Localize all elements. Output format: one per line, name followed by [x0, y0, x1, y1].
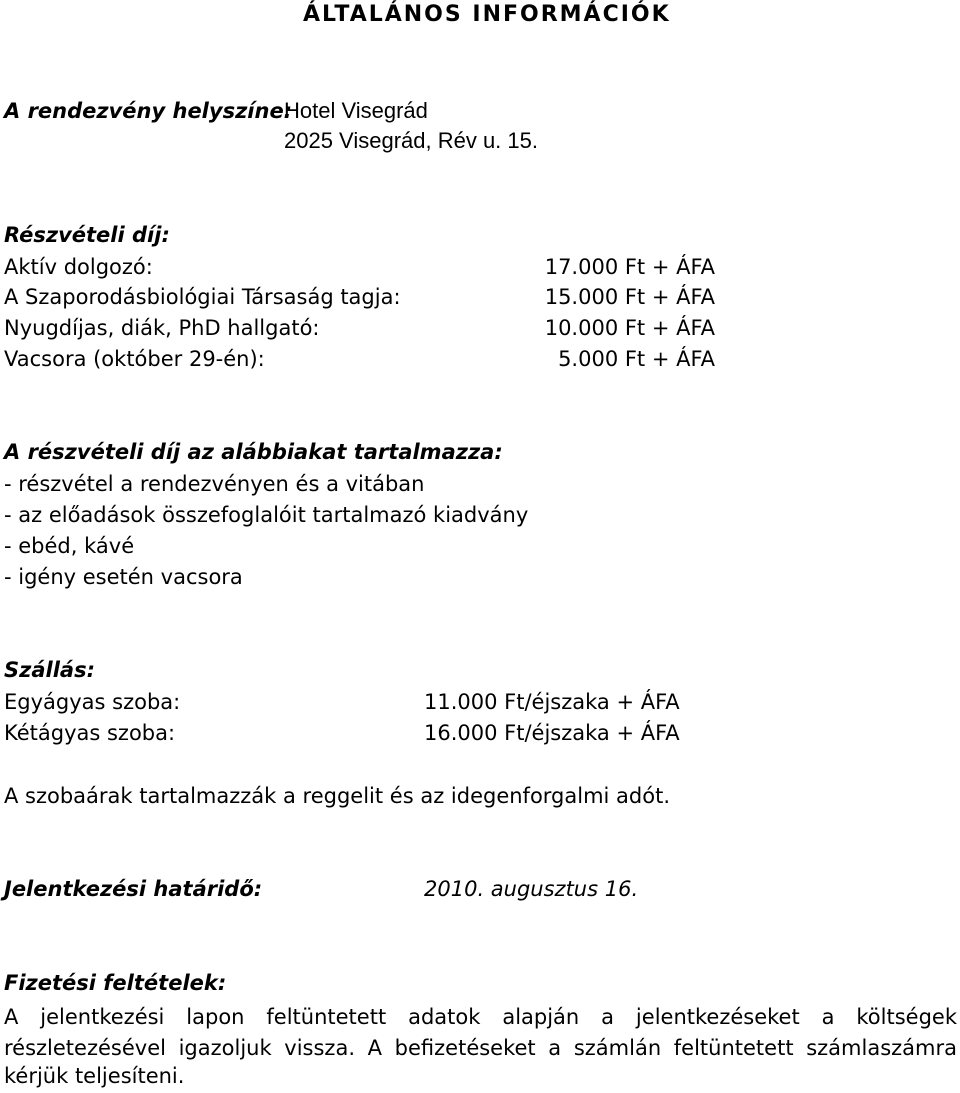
fees-heading: Részvételi díj: [4, 223, 170, 247]
includes-heading: A részvételi díj az alábbiakat tartalmazza: [4, 440, 503, 464]
includes-item: - igény esetén vacsora [4, 565, 243, 589]
room-label-double: Kétágyas szoba: [4, 721, 176, 745]
fee-price-retired: 10.000 Ft + ÁFA [544, 316, 715, 340]
room-price-single: 11.000 Ft/éjszaka + ÁFA [424, 690, 680, 714]
room-label-single: Egyágyas szoba: [4, 690, 181, 714]
fee-price-active: 17.000 Ft + ÁFA [544, 255, 715, 279]
includes-item: - ebéd, kávé [4, 534, 135, 558]
venue-name: Hotel Visegrád [284, 98, 428, 123]
fee-label-dinner: Vacsora (október 29-én): [4, 347, 265, 371]
payment-text-line: kérjük teljesíteni. [4, 1064, 185, 1088]
includes-item: - részvétel a rendezvényen és a vitában [4, 472, 425, 496]
deadline-date: 2010. augusztus 16. [424, 877, 639, 901]
fee-label-active: Aktív dolgozó: [4, 255, 153, 279]
fee-label-retired: Nyugdíjas, diák, PhD hallgató: [4, 316, 320, 340]
payment-heading: Fizetési feltételek: [4, 971, 227, 995]
deadline-label: Jelentkezési határidő: [4, 877, 263, 901]
payment-text-line: A jelentkezési lapon feltüntetett adatok alapján a jelentkezéseket a költségek [4, 1005, 957, 1029]
room-price-double: 16.000 Ft/éjszaka + ÁFA [424, 721, 680, 745]
page-title: ÁLTALÁNOS INFORMÁCIÓK [303, 2, 671, 27]
includes-item: - az előadások összefoglalóit tartalmazó kiadvány [4, 503, 529, 527]
fee-price-dinner: 5.000 Ft + ÁFA [558, 347, 715, 371]
fee-label-member: A Szaporodásbiológiai Társaság tagja: [4, 285, 401, 309]
fee-price-member: 15.000 Ft + ÁFA [544, 285, 715, 309]
venue-label: A rendezvény helyszíne: [4, 99, 293, 123]
accommodation-note: A szobaárak tartalmazzák a reggelit és az idegenforgalmi adót. [4, 784, 671, 808]
accommodation-heading: Szállás: [4, 658, 95, 682]
payment-text-line: részletezésével igazoljuk vissza. A befizetéseket a számlán feltüntetett számlaszámra [4, 1036, 957, 1060]
venue-address: 2025 Visegrád, Rév u. 15. [284, 128, 538, 153]
